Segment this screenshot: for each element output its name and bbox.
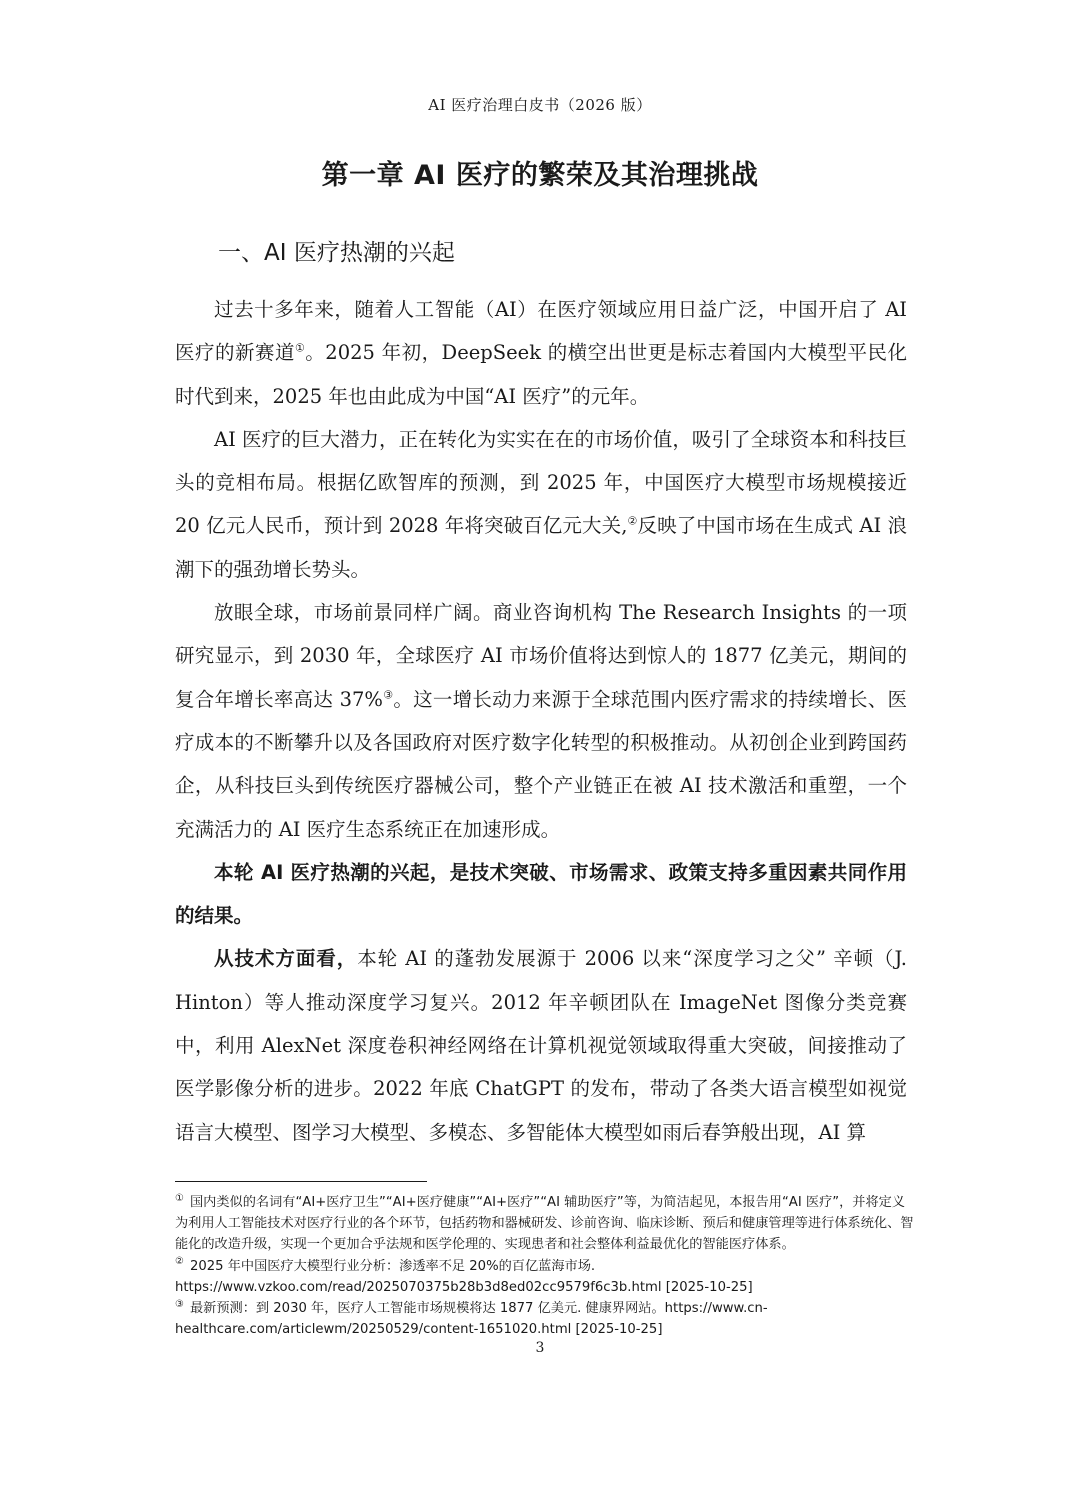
footnote-2-mark: ② xyxy=(175,1256,184,1268)
footnote-ref-3: ③ xyxy=(382,688,394,702)
paragraph-1-text-a: 过去十多年来，随着人工智能（AI）在医疗领域应用日益广泛，中国开启了 AI 医疗的新赛道 xyxy=(175,298,907,365)
paragraph-5-text: 本轮 AI 的蓬勃发展源于 2006 以来“深度学习之父” 辛顿（J. Hinton）等人推动深度学习复兴。2012 年辛顿团队在 ImageNet 图像分类竞赛中，利用 AlexNet 深度卷积神经网络在计算机视觉领域取得重大突破，间接推动了医学影像分析的进步。2022 年底 ChatGPT 的发布，带动了各类大语言模型如视觉语言大模型、图学习大模型、多模态、多智能体大模型如雨后春笋般出现，AI 算 xyxy=(175,947,907,1144)
footnotes xyxy=(175,1192,915,1340)
footnote-3-mark: ③ xyxy=(175,1298,184,1310)
running-header: AI 医疗治理白皮书（2026 版） xyxy=(428,96,652,114)
paragraph-5-lead: 从技术方面看， xyxy=(214,947,358,971)
paragraph-5 xyxy=(175,937,907,1153)
paragraph-3-text-b: 。这一增长动力来源于全球范围内医疗需求的持续增长、医疗成本的不断攀升以及各国政府对医疗数字化转型的积极推动。从初创企业到跨国药企，从科技巨头到传统医疗器械公司，整个产业链正在被 AI 技术激活和重塑，一个充满活力的 AI 医疗生态系统正在加速形成。 xyxy=(175,687,907,841)
body-text xyxy=(175,288,907,1154)
footnote-divider xyxy=(175,1181,427,1182)
paragraph-3-text-a: 放眼全球，市场前景同样广阔。商业咨询机构 The Research Insights 的一项研究显示，到 2030 年，全球医疗 AI 市场价值将达到惊人的 1877 亿美元，期间的复合年增长率高达 37% xyxy=(175,601,907,711)
footnote-2 xyxy=(175,1256,915,1298)
footnote-ref-1: ① xyxy=(294,341,306,355)
chapter-title: 第一章 AI 医疗的繁荣及其治理挑战 xyxy=(321,160,759,191)
footnote-2-text: 2025 年中国医疗大模型行业分析：渗透率不足 20%的百亿蓝海市场. xyxy=(189,1258,596,1274)
footnote-1-mark: ① xyxy=(175,1192,184,1204)
paragraph-2-text-a: AI 医疗的巨大潜力，正在转化为实实在在的市场价值，吸引了全球资本和科技巨头的竞相布局。根据亿欧智库的预测，到 2025 年，中国医疗大模型市场规模接近 20 亿元人民币，预计到 2028 年将突破百亿元大关, xyxy=(175,427,907,538)
footnote-1 xyxy=(175,1192,915,1256)
footnote-3 xyxy=(175,1298,915,1340)
paragraph-1-text-b: 。2025 年初，DeepSeek 的横空出世更是标志着国内大模型平民化时代到来，2025 年也由此成为中国“AI 医疗”的元年。 xyxy=(175,341,907,408)
paragraph-3 xyxy=(175,591,907,851)
paragraph-4-bold: 本轮 AI 医疗热潮的兴起，是技术突破、市场需求、政策支持多重因素共同作用的结果。 xyxy=(175,860,907,928)
page-number: 3 xyxy=(535,1340,545,1356)
paragraph-1 xyxy=(175,288,907,418)
footnote-1-text: 国内类似的名词有“AI+医疗卫生”“AI+医疗健康”“AI+医疗”“AI 辅助医疗”等，为简洁起见，本报告用“AI 医疗”，并将定义为利用人工智能技术对医疗行业的各个环节，包括药物和器械研发、诊前咨询、临床诊断、预后和健康管理等进行体系统化、智能化的改造升级，实现一个更加合乎法规和医学伦理的、实现患者和社会整体利益最优化的智能医疗体系。 xyxy=(175,1195,914,1253)
paragraph-2 xyxy=(175,418,907,591)
footnote-ref-2: ② xyxy=(627,514,638,528)
paragraph-2-text-b: 反映了中国市场在生成式 AI 浪潮下的强劲增长势头。 xyxy=(175,514,908,581)
footnote-3-text: 最新预测：到 2030 年，医疗人工智能市场规模将达 1877 亿美元. 健康界网站。https://www.cn-healthcare.com/articlewm/20250529/content-1651020.html [2025-10-25] xyxy=(175,1301,768,1338)
footnote-2-url[interactable]: https://www.vzkoo.com/read/2025070375b28b3d8ed02cc9579f6c3b.html [2025-10-25] xyxy=(175,1279,753,1295)
section-title: 一、AI 医疗热潮的兴起 xyxy=(218,240,455,266)
